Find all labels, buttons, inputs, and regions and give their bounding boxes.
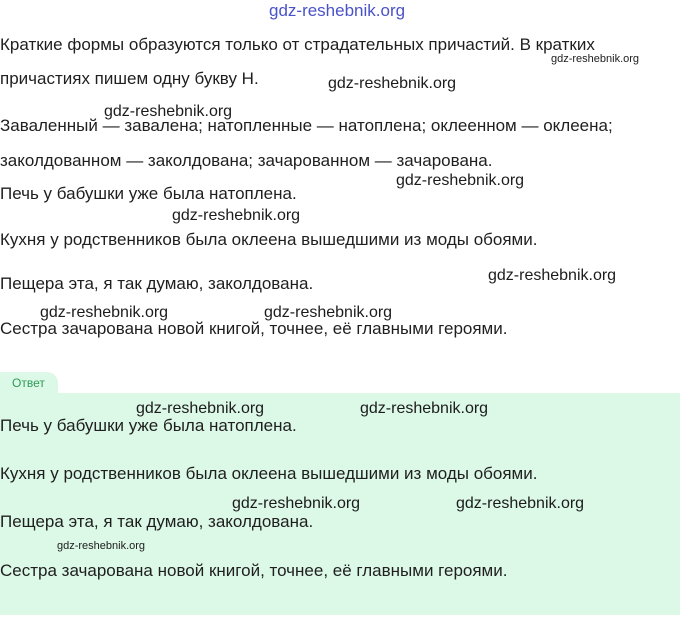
watermark: gdz-reshebnik.org: [104, 103, 233, 120]
explanation-line-3: Заваленный — завалена; натопленные — натоплена; оклеенном — оклеена;: [0, 116, 613, 135]
watermark: gdz-reshebnik.org: [360, 400, 489, 417]
explanation-line-1: Краткие формы образуются только от страдательных причастий. В кратких: [0, 35, 595, 54]
sentence-3: Пещера эта, я так думаю, заколдована.: [0, 274, 314, 293]
watermark: gdz-reshebnik.org: [172, 207, 301, 224]
sentence-2: Кухня у родственников была оклеена вышедшими из моды обоями.: [0, 230, 538, 249]
watermark: gdz-reshebnik.org: [232, 495, 361, 512]
watermark: gdz-reshebnik.org: [264, 304, 393, 321]
explanation-line-4: заколдованном — заколдована; зачарованном — зачарована.: [0, 151, 493, 170]
sentence-4: Сестра зачарована новой книгой, точнее, её главными героями.: [0, 319, 508, 338]
answer-badge: Ответ: [0, 372, 58, 394]
watermark: gdz-reshebnik.org: [488, 267, 617, 284]
watermark: gdz-reshebnik.org: [551, 53, 640, 65]
watermark: gdz-reshebnik.org: [396, 172, 525, 189]
answer-line-3: Пещера эта, я так думаю, заколдована.: [0, 512, 314, 531]
sentence-1: Печь у бабушки уже была натоплена.: [0, 184, 297, 203]
explanation-line-2: причастиях пишем одну букву Н.: [0, 69, 259, 88]
answer-line-1: Печь у бабушки уже была натоплена.: [0, 416, 297, 435]
watermark: gdz-reshebnik.org: [328, 75, 457, 92]
watermark: gdz-reshebnik.org: [136, 400, 265, 417]
watermark: gdz-reshebnik.org: [57, 540, 146, 552]
watermark: gdz-reshebnik.org: [40, 304, 169, 321]
watermark: gdz-reshebnik.org: [456, 495, 585, 512]
answer-line-2: Кухня у родственников была оклеена вышедшими из моды обоями.: [0, 464, 538, 483]
answer-line-4: Сестра зачарована новой книгой, точнее, её главными героями.: [0, 561, 508, 580]
site-watermark-top: gdz-reshebnik.org: [269, 1, 406, 20]
